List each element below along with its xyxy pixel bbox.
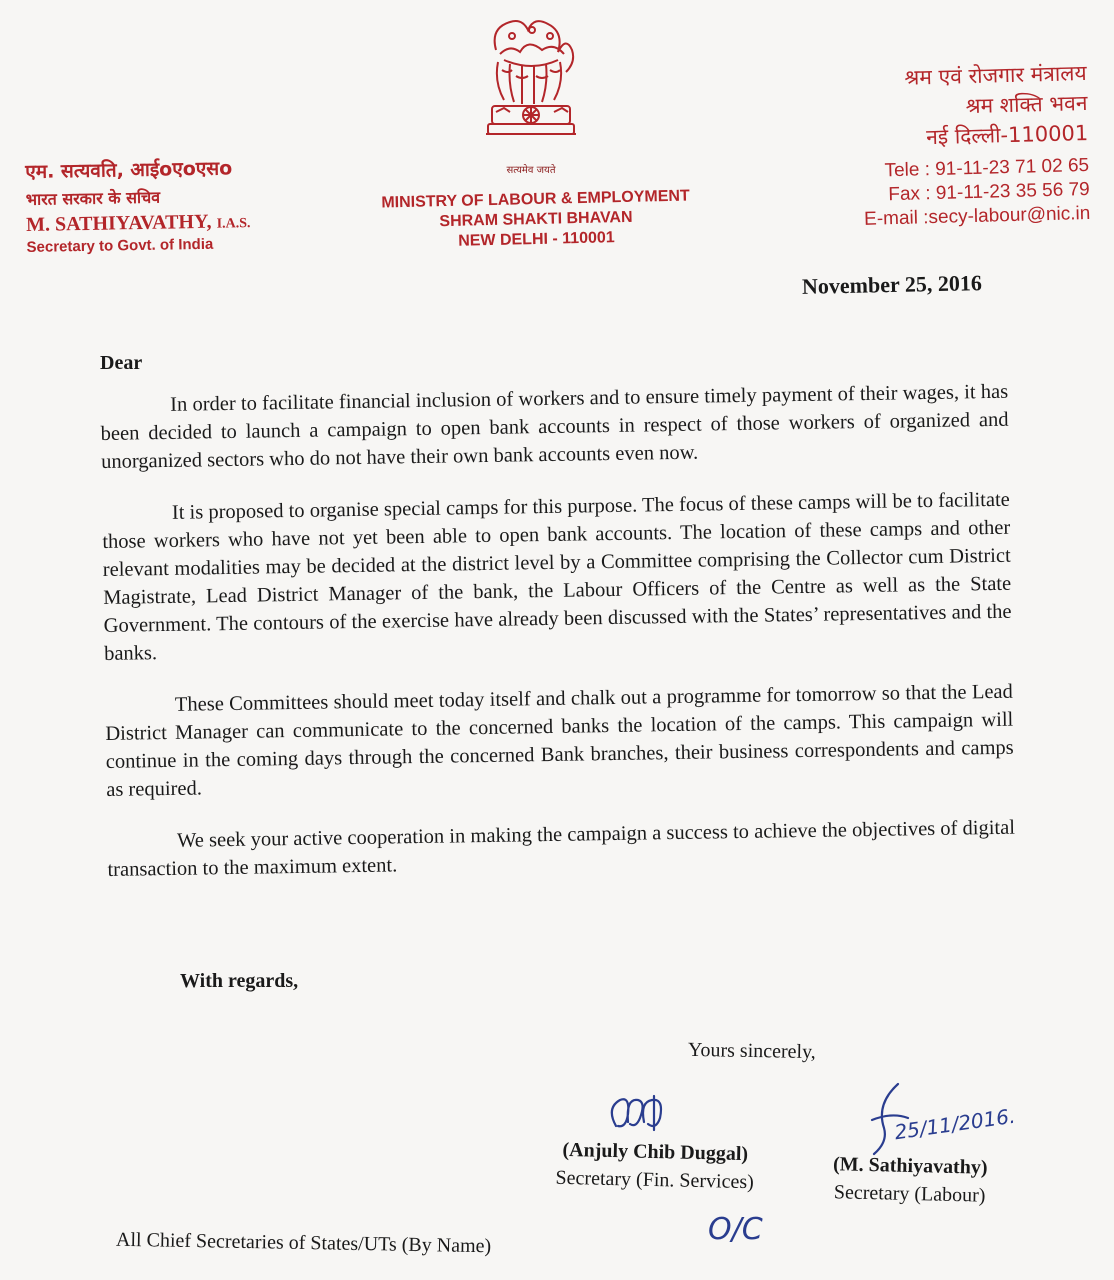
letter-date: November 25, 2016	[801, 270, 983, 299]
handwritten-note: O/C	[708, 1212, 763, 1247]
ministry-city: NEW DELHI - 110001	[458, 229, 615, 250]
fax: Fax : 91-11-23 35 56 79	[887, 178, 1090, 206]
sender-name-english	[26, 210, 251, 237]
building-hindi: श्रम शक्ति भवन	[965, 90, 1088, 119]
signatory-duggal	[519, 1135, 790, 1197]
sender-title-hindi: भारत सरकार के सचिव	[25, 187, 161, 209]
ministry-block	[355, 186, 716, 254]
paragraph: It is proposed to organise special camps for this purpose. The focus of these camps will be to facilitate those workers who have not yet been able to open bank accounts. The location of these camps and other relevant modalities may be decided at the district level by a Committee comprising the Collector cum District Magistrate, Lead District Manager of the bank, the Labour Officers of the Centre as well as the State Government. The contours of the exercise have already been discussed with the States’ representatives and the banks.	[102, 488, 1012, 665]
emblem-motto: सत्यमेव जयते	[506, 165, 556, 176]
signatory-designation: Secretary (Labour)	[833, 1181, 986, 1207]
closing: With regards,	[180, 970, 299, 992]
contact-block	[860, 58, 1091, 232]
paragraph: We seek your active cooperation in making the campaign a success to achieve the objectives of digital transaction to the maximum extent.	[107, 816, 1016, 881]
sender-name: M. SATHIYAVATHY,	[25, 210, 212, 236]
telephone: Tele : 91-11-23 71 02 65	[884, 154, 1090, 182]
recipients: All Chief Secretaries of States/UTs (By Name)	[115, 1228, 492, 1258]
signatory-name: (M. Sathiyavathy)	[832, 1153, 988, 1179]
paragraph: In order to facilitate financial inclusion of workers and to ensure timely payment of their wages, it has been decided to launch a campaign to open bank accounts in respect of those workers of organized and unorganized sectors who do not have their own bank accounts even now.	[100, 380, 1009, 473]
paragraph: These Committees should meet today itself and chalk out a programme for tomorrow so that the Lead District Manager can communicate to the concerned banks the location of the camps. This campaign will continue in the coming days through the concerned Bank branches, their business correspondents and camps as required.	[105, 680, 1014, 801]
sender-title-english: Secretary to Govt. of India	[26, 235, 214, 256]
email: E-mail :secy-labour@nic.in	[863, 202, 1091, 230]
handwritten-date: 25/11/2016.	[892, 1103, 1017, 1145]
sender-suffix: I.A.S.	[216, 216, 251, 232]
signatory-designation: Secretary (Fin. Services)	[555, 1166, 755, 1194]
sign-off: Yours sincerely,	[687, 1038, 816, 1064]
sender-name-hindi: एम. सत्यवति, आईoएoएसo	[25, 157, 233, 183]
signature-duggal	[604, 1092, 674, 1140]
salutation: Dear	[100, 352, 143, 374]
national-emblem-icon	[476, 10, 586, 180]
ministry-building: SHRAM SHAKTI BHAVAN	[439, 208, 633, 231]
ministry-name: MINISTRY OF LABOUR & EMPLOYMENT	[381, 187, 690, 212]
signatory-sathiyavathy	[799, 1150, 1020, 1211]
sender-block	[25, 154, 251, 256]
letter-body	[100, 378, 1016, 908]
ministry-name-hindi: श्रम एवं रोजगार मंत्रालय	[903, 60, 1087, 90]
city-hindi: नई दिल्ली-110001	[925, 120, 1089, 150]
signatory-name: (Anjuly Chib Duggal)	[562, 1138, 749, 1166]
